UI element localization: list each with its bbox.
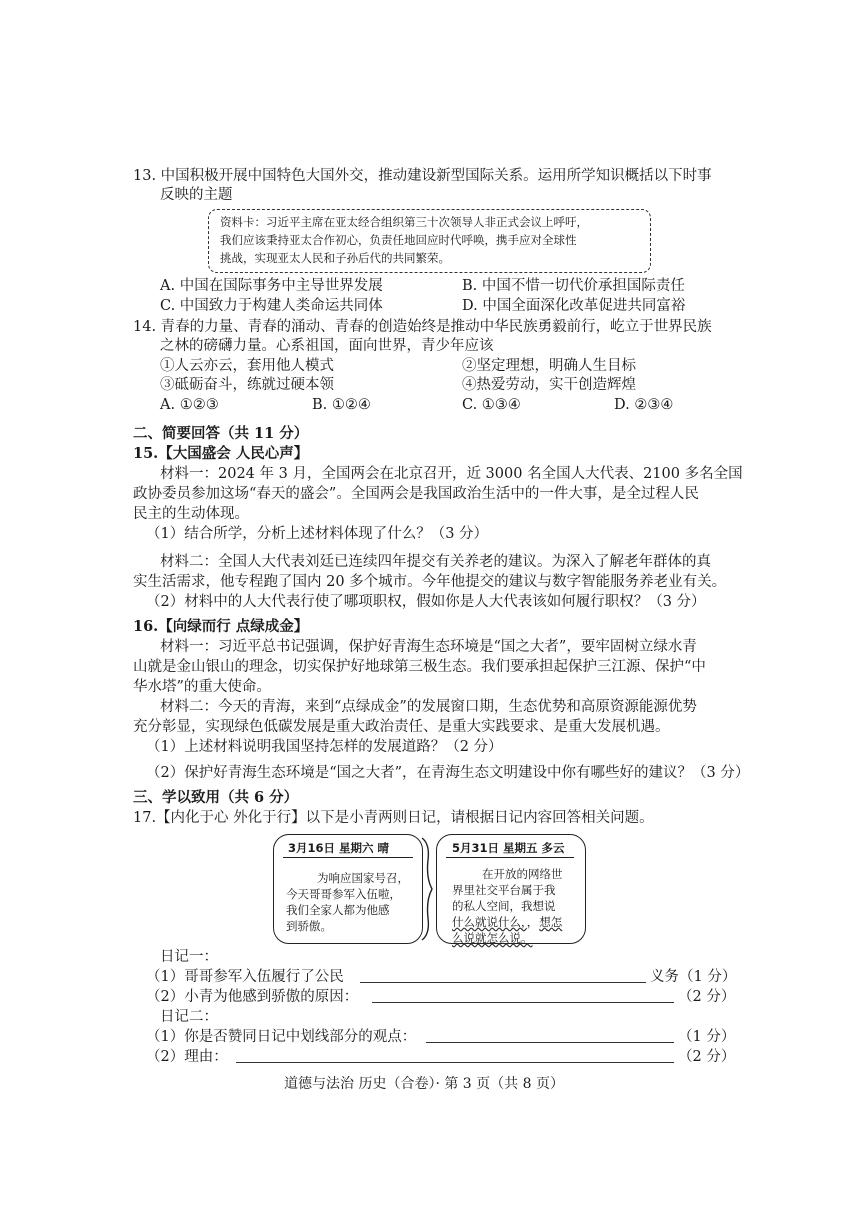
diary-2-line5 [452, 930, 533, 946]
diary-2-q1-prompt: （1）你是否赞同日记中划线部分的观点： [146, 1029, 417, 1045]
diary-2-q2-answer-line[interactable] [236, 1048, 674, 1063]
q16-material1-line1: 材料一：习近平总书记强调，保护好青海生态环境是“国之大者”，要牢固树立绿水青 [160, 639, 697, 655]
q17-intro: 17.【内化于心 外化于行】以下是小青两则日记，请根据日记内容回答相关问题。 [133, 810, 654, 826]
info-card-line1: 资料卡：习近平主席在亚太经合组织第三十次领导人非正式会议上呼吁， [220, 215, 588, 229]
q13-option-c[interactable]: C. 中国致力于构建人类命运共同体 [160, 298, 383, 314]
q14-item-4: ④热爱劳动，实干创造辉煌 [462, 377, 636, 393]
q16-title: 16.【向绿而行 点绿成金】 [133, 618, 309, 635]
diary-2-underlined-b: 想怎 [539, 915, 563, 929]
q15-subq2: （2）材料中的人大代表行使了哪项职权，假如你是人大代表该如何履行职权？（3 分） [146, 594, 706, 610]
q16-material2-line1: 材料二：今天的青海，来到“点绿成金”的发展窗口期，生态优势和高原资源能源优势 [160, 699, 697, 715]
section-2-heading: 二、简要回答（共 11 分） [133, 425, 309, 442]
q15-material2-line2: 实生活需求，他专程跑了国内 20 多个城市。今年他提交的建议与数字智能服务养老业有关。 [133, 574, 727, 590]
diary-2-date: 5月31日 星期五 多云 [452, 841, 565, 855]
q13-stem-line2: 反映的主题 [160, 187, 233, 203]
q14-stem-line2: 之林的磅礴力量。心系祖国，面向世界，青少年应该 [160, 338, 494, 354]
q15-material1-line2: 政协委员参加这场“春天的盛会”。全国两会是我国政治生活中的一件大事，是全过程人民 [133, 486, 699, 502]
info-card-line3: 挑战，实现亚太人民和子孙后代的共同繁荣。 [220, 251, 450, 265]
diary-2-underlined-c: 么说就怎么说。 [452, 931, 533, 945]
diary-1-line4: 到骄傲。 [286, 919, 332, 933]
diary-2-q2-score: （2 分） [678, 1049, 736, 1065]
diary-2-line3: 的私人空间，我想说 [452, 899, 556, 913]
q14-item-1: ①人云亦云，套用他人模式 [160, 358, 334, 374]
diary-2-line1: 在开放的网络世 [482, 867, 563, 881]
diary-1-date: 3月16日 星期六 晴 [288, 841, 390, 855]
diary-2-q1-score: （1 分） [678, 1029, 736, 1045]
q14-option-c[interactable]: C. ①③④ [462, 397, 521, 413]
q14-stem-line1: 14. 青春的力量、青春的涌动、青春的创造始终是推动中华民族勇毅前行，屹立于世界民族 [133, 319, 712, 335]
diary-2-q2-prompt: （2）理由： [146, 1049, 228, 1065]
diary-1-q2-score: （2 分） [678, 989, 736, 1005]
q14-item-2: ②坚定理想，明确人生目标 [462, 358, 636, 374]
q13-option-a[interactable]: A. 中国在国际事务中主导世界发展 [160, 278, 383, 294]
diary-1-q2-answer-line[interactable] [372, 988, 674, 1003]
diary-2-q1-answer-line[interactable] [426, 1028, 674, 1043]
diary-2-label: 日记二： [160, 1009, 218, 1025]
diary-1-q2-prompt: （2）小青为他感到骄傲的原因： [146, 989, 359, 1005]
q15-material1-line3: 民主的生动体现。 [133, 506, 249, 522]
q14-option-d[interactable]: D. ②③④ [614, 397, 674, 413]
diary-1-date-rule [283, 857, 413, 858]
brace-connector [418, 834, 440, 944]
q16-material1-line3: 华水塔”的重大使命。 [133, 679, 271, 695]
q15-title: 15.【大国盛会 人民心声】 [133, 445, 309, 462]
q14-item-3: ③砥砺奋斗，练就过硬本领 [160, 377, 334, 393]
diary-1-q1-answer-line[interactable] [360, 968, 646, 983]
diary-1-line2: 今天哥哥参军入伍啦， [286, 887, 401, 901]
diary-2-line4: 什么就说什么，，想怎 [452, 915, 563, 929]
diary-1-line3: 我们全家人都为他感 [286, 903, 390, 917]
diary-2-line2: 界里社交平台属于我 [452, 883, 556, 897]
q16-material1-line2: 山就是金山银山的理念，切实保护好地球第三极生态。我们要承担起保护三江源、保护“中 [133, 659, 706, 675]
info-card-line2: 我们应该秉持亚太合作初心，负责任地回应时代呼唤，携手应对全球性 [220, 233, 577, 247]
section-3-heading: 三、学以致用（共 6 分） [133, 789, 299, 806]
q13-option-d[interactable]: D. 中国全面深化改革促进共同富裕 [462, 298, 686, 314]
q16-subq1: （1）上述材料说明我国坚持怎样的发展道路？（2 分） [146, 739, 503, 755]
q15-subq1: （1）结合所学，分析上述材料体现了什么？（3 分） [146, 526, 489, 542]
diary-1-line1: 为响应国家号召， [317, 871, 409, 885]
diary-1-label: 日记一： [160, 949, 218, 965]
q16-material2-line2: 充分彰显，实现绿色低碳发展是重大政治责任、是重大实践要求、是重大发展机遇。 [133, 719, 670, 735]
q15-material1-line1: 材料一：2024 年 3 月，全国两会在北京召开，近 3000 名全国人大代表、2100 多名全国 [160, 466, 743, 482]
q16-subq2: （2）保护好青海生态环境是“国之大者”，在青海生态文明建设中你有哪些好的建议？（3 分） [146, 765, 750, 781]
diary-2-underlined-a: 什么就说什么， [452, 915, 527, 929]
diary-1-q1-score: 义务（1 分） [650, 969, 737, 985]
page-footer: 道德与法治 历史（合卷）· 第 3 页（共 8 页） [284, 1076, 564, 1092]
q14-option-a[interactable]: A. ①②③ [160, 397, 219, 413]
q14-option-b[interactable]: B. ①②④ [312, 397, 371, 413]
diary-1-q1-prompt: （1）哥哥参军入伍履行了公民 [146, 969, 344, 985]
q13-stem-line1: 13. 中国积极开展中国特色大国外交，推动建设新型国际关系。运用所学知识概括以下时事 [133, 168, 712, 184]
q13-option-b[interactable]: B. 中国不惜一切代价承担国际责任 [462, 278, 685, 294]
diary-2-date-rule [446, 857, 574, 858]
q15-material2-line1: 材料二：全国人大代表刘廷已连续四年提交有关养老的建议。为深入了解老年群体的真 [160, 554, 711, 570]
